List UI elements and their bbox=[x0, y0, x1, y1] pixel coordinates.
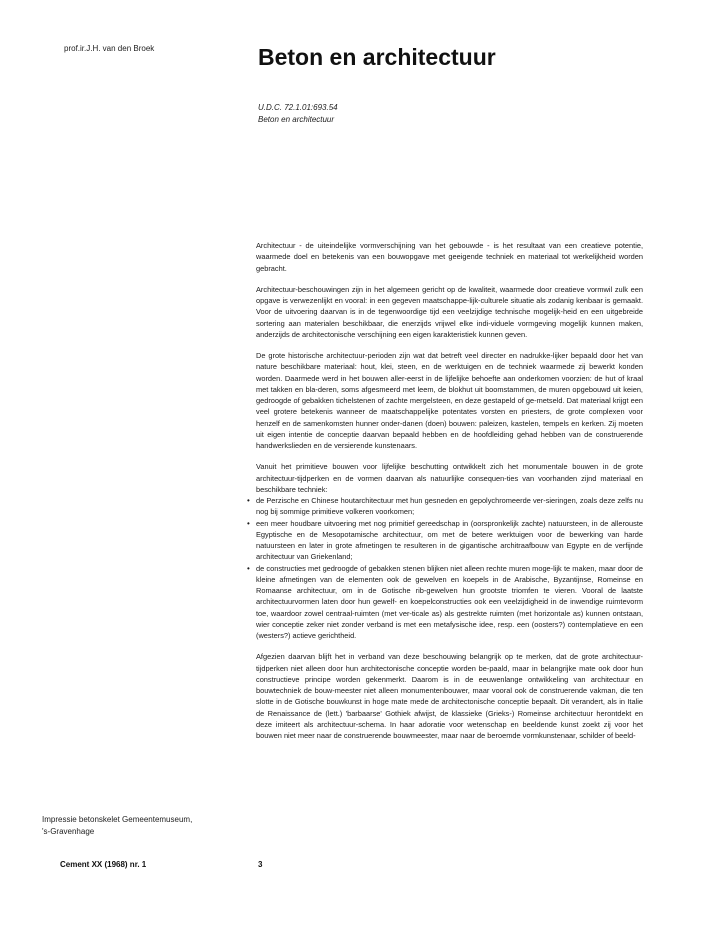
caption-line-1: Impressie betonskelet Gemeentemuseum, bbox=[42, 815, 193, 824]
article-body bbox=[256, 240, 643, 751]
paragraph-4: Vanuit het primitieve bouwen voor lijfelijke beschutting ontwikkelt zich het monumentale bouwen in de grote architectuur-tijdperken en de vormen daarvan als natuurlijke consequen-ties van voorhanden zijnd materiaal en beschikbare techniek: bbox=[256, 462, 643, 494]
udc-block bbox=[258, 102, 338, 126]
article-title: Beton en architectuur bbox=[258, 44, 496, 70]
paragraph-3: De grote historische architectuur-perioden zijn wat dat betreft veel directer en nadrukke-lijker bepaald door het van nature beschikbare materiaal: hout, klei, steen, en de werktuigen en de techniek waarmede zij bewerkt konden worden. Daarmede werd in het bouwen aller-eerst in de lijfelijke behoefte aan onderkomen voorzien: de hut of kraal met takken en bla-deren, soms afgesmeerd met leem, de blokhut uit boomstammen, de muren opgebouwd uit keien, gedroogde of gebakken tichelstenen of zachte mergelsteen, en deze gestapeld of ge-metseld. Dat materiaal krijgt een veel grotere betekenis wanneer de maatschappelijke potentates vorsten en priesters, de grote complexen voor henzelf en de samenkomsten hunner onder-danen (doen) bouwen: paleizen, kastelen, tempels en kerken. Zij moeten uit eigen intentie de conceptie daarvan bepaald hebben en de hoofdleiding gehad hebben van de construerende handwerkslieden en de versierende kunstenaars. bbox=[256, 351, 643, 450]
paragraph-1: Architectuur - de uiteindelijke vormverschijning van het gebouwde - is het resultaat van een creatieve potentie, waarmede doel en betekenis van een bouwopgave met geeigende techniek en materiaal tot werkelijkheid worden gebracht. bbox=[256, 241, 643, 273]
bullet-item-1: • de Perzische en Chinese houtarchitectuur met hun gesneden en gepolychromeerde ver-sieringen, zoals deze zelfs nu nog bij sommige primitieve volkeren voorkomen; bbox=[256, 495, 643, 518]
author-name: prof.ir.J.H. van den Broek bbox=[64, 44, 155, 53]
paragraph-5: Afgezien daarvan blijft het in verband van deze beschouwing belangrijk op te merken, dat de grote architectuur-tijdperken niet alleen door hun architectonische conceptie worden be-paald, maar in belangrijke mate ook door hun constructieve principe worden gekenmerkt. Daarom is in de eeuwenlange ontwikkeling van architectuur en bouwtechniek de bouw-meester niet alleen monumentenbouwer, maar vooral ook de construerende vakman, die ten slotte in de Gotische bouwkunst in hoge mate mede de architectonische conceptie bepaalt. Dit verandert, als in Italie de Renaissance de (lett.) 'barbaarse' Gothiek afwijst, de klassieke (Grieks-) Romeinse architectuur herontdekt en deze imiteert als architectuur-schema. In haar adoratie voor wetenschap en beeldende kunst zoekt zij voor het bouwen niet meer naar de construerende bouwmeester, maar naar de beroemde vormkunstenaar, schilder of beeld- bbox=[256, 652, 643, 740]
udc-code: U.D.C. 72.1.01:693.54 bbox=[258, 103, 338, 112]
caption-line-2: 's-Gravenhage bbox=[42, 827, 95, 836]
bullet-item-3: • de constructies met gedroogde of gebakken stenen blijken niet alleen rechte muren moge-lijk te maken, maar door de kleine afmetingen van de elementen ook de gewelven en koepels in de Arabische, Byzantijnse, Romeinse en Romaanse architectuur, om in de Gotische rib-gewelven hun grootste triomfen te vieren. Vooral de laatste architectuurvormen laten door hun gewelf- en koepelconstructies ook een veelzijdigheid in de inwendige ruimtevorm toe, waardoor zowel centraal-ruimten (met ver-ticale as) als gestrekte ruimten (met horizontale as) kunnen ontstaan, wier conceptie zeker niet zonder verband is met een metafysische idee, resp. een (oosters?) contemplatieve en een (westers?) actieve gerichtheid. bbox=[256, 563, 643, 642]
bullet-item-2: • een meer houdbare uitvoering met nog primitief gereedschap in (oorspronkelijk zachte) natuursteen, in de allerouste Egyptische en de Mesopotamische architectuur, om met de betere werktuigen voor de bewerking van harde natuursteen en later in grote afmetingen te resulteren in de gigantische architraafbouw van Egypte en de verfijnde architectuur van Griekenland; bbox=[256, 518, 643, 563]
udc-subject: Beton en architectuur bbox=[258, 115, 335, 124]
image-caption bbox=[42, 814, 242, 838]
journal-reference: Cement XX (1968) nr. 1 bbox=[60, 860, 147, 869]
page-number: 3 bbox=[258, 860, 263, 869]
paragraph-2: Architectuur-beschouwingen zijn in het algemeen gericht op de kwaliteit, waarmede door creatieve vormwil zulk een opgave is verwezenlijkt en vooral: in een gegeven maatschappe-lijk-culturele situatie als zodanig kenbaar is gemaakt. Voor de uitvoering daarvan is in de tegenwoordige tijd een veelzijdige technische mogelijk-heid en een uitgebreide sortering aan materialen beschikbaar, die enerzijds vrijwel elke indi-viduele vormgeving mogelijk kunnen maken, anderzijds de architectonische verschijning een eigen karakteristiek kunnen geven. bbox=[256, 284, 643, 339]
